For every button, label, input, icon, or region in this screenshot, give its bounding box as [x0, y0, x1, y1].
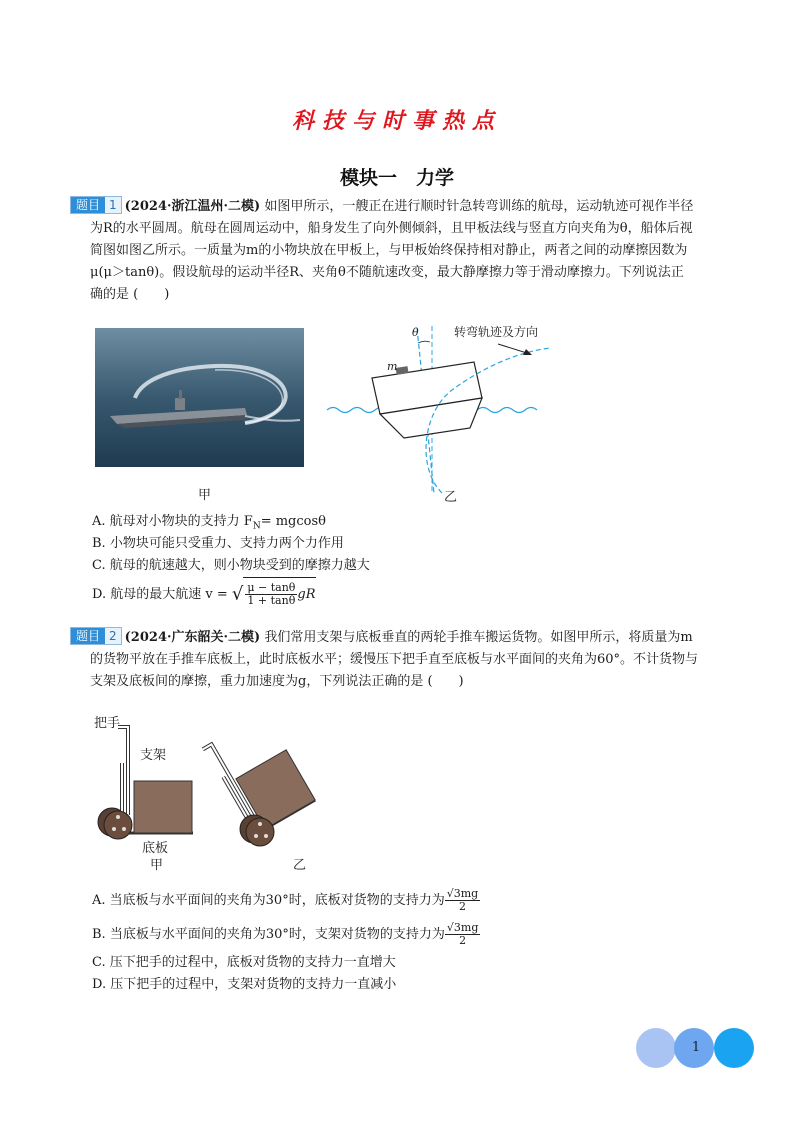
option-b[interactable]: B. 小物块可能只受重力、支持力两个力作用 — [92, 536, 344, 551]
question-2-options — [92, 884, 480, 996]
question-1-options — [92, 511, 370, 611]
pager-circle-right — [714, 1028, 754, 1068]
truck-a-caption: 甲 — [150, 858, 164, 873]
base-label: 底板 — [142, 841, 169, 856]
question-2: 题目 2 (2024·广东韶关·二模) 我们常用支架与底板垂直的两轮手推车搬运货物。如图甲所示，将质量为m 的货物平放在手推车底板上，此时底板水平；缓慢压下把手直至底板与水平面间的夹角为60°。不计货物与 支架及底板间的摩擦，重力加速度为g，下列说法正确的是 ( ) — [70, 627, 730, 693]
pager-circle-left — [636, 1028, 676, 1068]
carrier-rear-view-diagram — [322, 318, 552, 498]
question-badge: 题目 2 — [70, 627, 122, 645]
question-1: 题目 1 (2024·浙江温州·二模) 如图甲所示，一艘正在进行顺时针急转弯训练的航母，运动轨迹可视作半径 为R的水平圆周。航母在圆周运动中，船身发生了向外侧倾斜，且甲板法线与竖直方向夹角为θ，船体后视 简图如图乙所示。一质量为m的小物块放在甲板上，与甲板始终保持相对静止，两者之间的动摩擦因数为 μ(μ＞tanθ)。假设航母的运动半径R、夹角θ不随航速改变，最大静摩擦力等于滑动摩擦力。下列说法正 确的是 ( ) — [70, 196, 730, 306]
question-badge: 题目 1 — [70, 196, 122, 214]
figure-caption-b: 乙 — [444, 490, 458, 505]
figure-caption-a: 甲 — [198, 488, 212, 503]
question-source: (2024·浙江温州·二模) — [124, 199, 261, 214]
truck-b-caption: 乙 — [293, 858, 307, 873]
option-a[interactable]: A. 当底板与水平面间的夹角为30°时，底板对货物的支持力为 $\frac{√3mg}{2}$ — [92, 887, 479, 913]
angle-label: θ — [412, 326, 419, 339]
module-title: 模块一 力学 — [339, 167, 454, 189]
option-b[interactable]: B. 当底板与水平面间的夹角为30°时，支架对货物的支持力为 $\frac{√3mg}{2}$ — [92, 921, 479, 947]
page-number-badge — [636, 1028, 754, 1068]
trajectory-label: 转弯轨迹及方向 — [454, 325, 539, 339]
page-number: 1 — [691, 1040, 701, 1055]
option-c[interactable]: C. 航母的航速越大，则小物块受到的摩擦力越大 — [92, 558, 370, 573]
frame-label: 支架 — [140, 748, 167, 763]
page-title: 科技与时事热点 — [291, 108, 502, 134]
mass-label: m — [387, 360, 398, 373]
option-a[interactable]: A. 航母对小物块的支持力 $F_N= mgcos\theta$ — [92, 514, 326, 532]
carrier-photo — [95, 328, 304, 467]
handle-label: 把手 — [94, 716, 121, 731]
question-source: (2024·广东韶关·二模) — [124, 630, 261, 645]
option-d[interactable]: D. 压下把手的过程中，支架对货物的支持力一直减小 — [92, 977, 397, 992]
option-d[interactable]: D. 航母的最大航速 v = √ $\frac{\mu - \tan\theta}{1 + \tan\theta}$ gR — [92, 577, 370, 611]
option-c[interactable]: C. 压下把手的过程中，底板对货物的支持力一直增大 — [92, 955, 396, 970]
hand-truck-diagram — [88, 705, 358, 875]
